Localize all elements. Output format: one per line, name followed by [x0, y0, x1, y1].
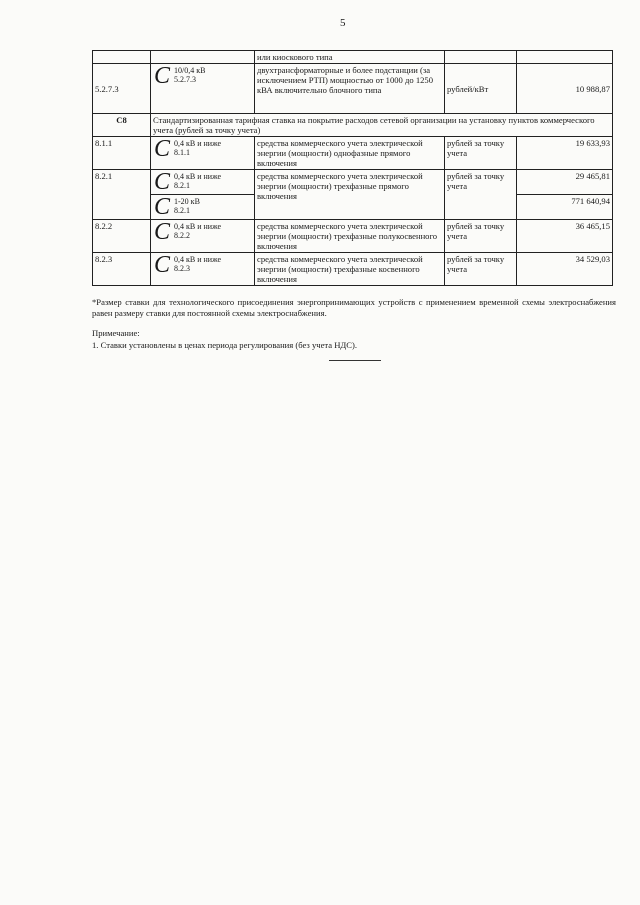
- tariff-table: [92, 50, 613, 286]
- table-row: [93, 253, 613, 286]
- voltage-label: 0,4 кВ и ниже: [174, 172, 222, 181]
- symbol-cell: [151, 51, 255, 64]
- code-cell: 8.2.2: [93, 220, 151, 253]
- unit-cell: [445, 51, 517, 64]
- table-row: [93, 220, 613, 253]
- symbol-cell: [151, 220, 255, 253]
- unit-cell: рублей за точку учета: [445, 137, 517, 170]
- rate-index: 8.2.1: [174, 206, 191, 215]
- page-number: 5: [340, 17, 346, 29]
- description-cell: средства коммерческого учета электрической энергии (мощности) трехфазные прямого включения: [255, 170, 445, 220]
- value-cell: 771 640,94: [517, 195, 613, 220]
- unit-cell: рублей/кВт: [445, 64, 517, 114]
- table-row: [93, 170, 613, 195]
- notes-section: [92, 327, 612, 351]
- rate-index: 8.2.2: [174, 231, 191, 240]
- symbol-cell: [151, 64, 255, 114]
- rate-symbol: C: [154, 136, 171, 162]
- code-cell: 8.2.1: [93, 170, 151, 220]
- rate-symbol: C: [154, 252, 171, 278]
- table-row: [93, 51, 613, 64]
- description-cell: средства коммерческого учета электрической энергии (мощности) трехфазные полукосвенного включения: [255, 220, 445, 253]
- description-cell: средства коммерческого учета электрической энергии (мощности) однофазные прямого включения: [255, 137, 445, 170]
- unit-cell: рублей за точку учета: [445, 253, 517, 286]
- voltage-label: 0,4 кВ и ниже: [174, 139, 222, 148]
- section-description-cell: Стандартизированная тарифная ставка на покрытие расходов сетевой организации на установку пунктов коммерческого учета (рублей за точку учета): [151, 114, 613, 137]
- note-item: 1. Ставки установлены в ценах периода регулирования (без учета НДС).: [92, 340, 358, 350]
- value-cell: [517, 51, 613, 64]
- unit-cell: рублей за точку учета: [445, 170, 517, 220]
- voltage-label: 0,4 кВ и ниже: [174, 255, 222, 264]
- symbol-cell: [151, 253, 255, 286]
- code-cell: 8.2.3: [93, 253, 151, 286]
- end-rule-divider: [329, 360, 381, 361]
- value-cell: 10 988,87: [517, 64, 613, 114]
- code-cell: [93, 51, 151, 64]
- voltage-label: 10/0,4 кВ: [174, 66, 206, 75]
- rate-index: 8.2.3: [174, 264, 191, 273]
- footnote: *Размер ставки для технологического присоединения энергопринимающих устройств с применением временной схемы электроснабжения равен размеру ставки для постоянной схемы электроснабжения.: [92, 297, 616, 318]
- rate-index: 8.2.1: [174, 181, 191, 190]
- value-cell: 36 465,15: [517, 220, 613, 253]
- code-cell: 8.1.1: [93, 137, 151, 170]
- unit-cell: рублей за точку учета: [445, 220, 517, 253]
- code-cell: 5.2.7.3: [93, 64, 151, 114]
- voltage-label: 0,4 кВ и ниже: [174, 222, 222, 231]
- description-cell: или киоскового типа: [255, 51, 445, 64]
- value-cell: 34 529,03: [517, 253, 613, 286]
- notes-heading: Примечание:: [92, 328, 140, 338]
- symbol-cell: [151, 137, 255, 170]
- table-row: [93, 114, 613, 137]
- rate-index: 8.1.1: [174, 148, 191, 157]
- description-cell: средства коммерческого учета электрической энергии (мощности) трехфазные косвенного включения: [255, 253, 445, 286]
- table-row: [93, 137, 613, 170]
- rate-symbol: C: [154, 194, 171, 220]
- value-cell: 19 633,93: [517, 137, 613, 170]
- rate-symbol: C: [154, 63, 171, 89]
- rate-symbol: C: [154, 219, 171, 245]
- description-cell: двухтрансформаторные и более подстанции (за исключением РТП) мощностью от 1000 до 1250 кВА включительно блочного типа: [255, 64, 445, 114]
- voltage-label: 1-20 кВ: [174, 197, 200, 206]
- value-cell: 29 465,81: [517, 170, 613, 195]
- symbol-cell: [151, 170, 255, 195]
- table-row: [93, 64, 613, 114]
- rate-symbol: C: [154, 169, 171, 195]
- code-cell: С8: [93, 114, 151, 137]
- rate-index: 5.2.7.3: [174, 75, 197, 84]
- symbol-cell: [151, 195, 255, 220]
